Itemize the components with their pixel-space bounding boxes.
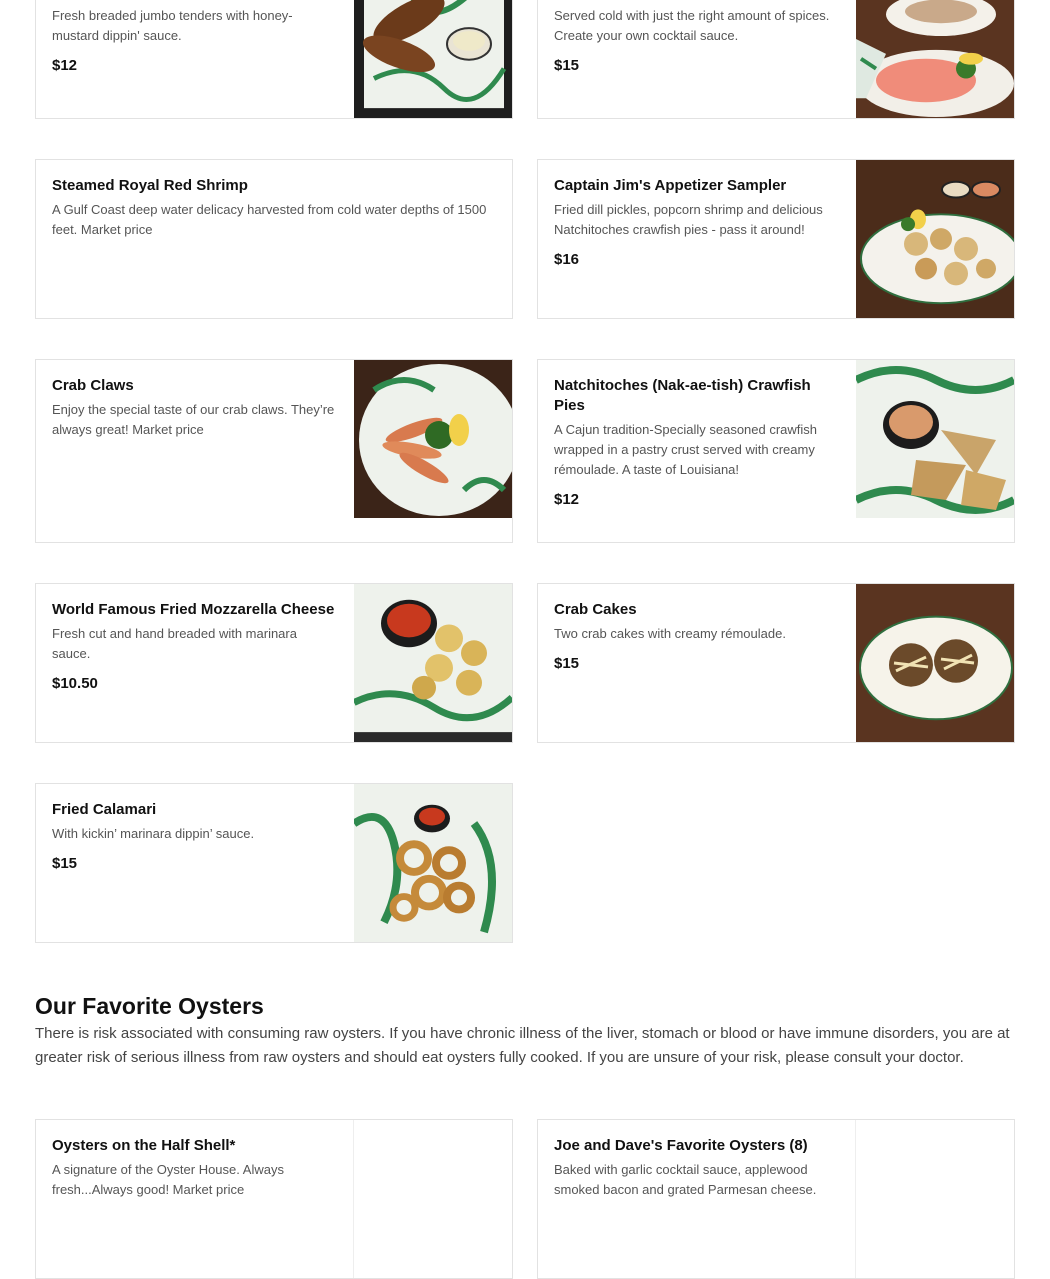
crawfish-pies-photo xyxy=(856,360,1014,518)
appetizer-sampler-photo xyxy=(856,160,1014,318)
item-price: $10.50 xyxy=(52,675,98,692)
item-description: A Cajun tradition-Specially seasoned crawfish wrapped in a pastry crust served with creamy rémoulade. A taste of Louisiana! xyxy=(554,422,818,477)
item-title: Captain Jim's Appetizer Sampler xyxy=(554,177,787,194)
menu-item-card[interactable] xyxy=(537,159,1015,319)
raw-oyster-warning: There is risk associated with consuming raw oysters. If you have chronic illness of the liver, stomach or blood or have immune disorders, you are at greater risk of serious illness from raw oysters and should eat oysters fully cooked. If you are unsure of your risk, please consult your doctor. xyxy=(35,1025,1010,1066)
item-photo-placeholder xyxy=(855,1120,1014,1278)
menu-item-card[interactable] xyxy=(35,583,513,743)
item-description: Fried dill pickles, popcorn shrimp and delicious Natchitoches crawfish pies - pass it around! xyxy=(554,202,823,237)
section-title: Our Favorite Oysters xyxy=(35,993,264,1019)
menu-item-card[interactable] xyxy=(35,359,513,543)
item-title: Crab Cakes xyxy=(554,601,637,618)
item-title: Fried Calamari xyxy=(52,801,157,818)
item-description: Enjoy the special taste of our crab claws. They’re always great! Market price xyxy=(52,402,335,437)
fried-calamari-photo xyxy=(354,784,512,942)
item-description: A Gulf Coast deep water delicacy harvested from cold water depths of 1500 feet. Market price xyxy=(52,202,487,237)
menu-item-card[interactable] xyxy=(537,583,1015,743)
item-title: Joe and Dave's Favorite Oysters (8) xyxy=(554,1137,808,1154)
menu-item-card[interactable] xyxy=(35,0,513,119)
item-price: $15 xyxy=(554,655,580,672)
crab-cakes-photo xyxy=(856,584,1014,742)
item-price: $12 xyxy=(52,57,78,74)
item-price: $12 xyxy=(554,491,580,508)
fried-mozzarella-photo xyxy=(354,584,512,742)
item-description: Two crab cakes with creamy rémoulade. xyxy=(554,626,786,641)
item-description: A signature of the Oyster House. Always fresh...Always good! Market price xyxy=(52,1162,284,1197)
crab-claws-photo xyxy=(354,360,512,518)
menu-item-card[interactable] xyxy=(537,1119,1015,1279)
item-price: $15 xyxy=(52,855,78,872)
item-price: $15 xyxy=(554,57,580,74)
menu-item-card[interactable] xyxy=(537,0,1015,119)
item-description: With kickin’ marinara dippin’ sauce. xyxy=(52,826,255,841)
menu-item-card[interactable] xyxy=(35,783,513,943)
item-description: Served cold with just the right amount of spices. Create your own cocktail sauce. xyxy=(554,8,830,43)
menu-item-card[interactable] xyxy=(537,359,1015,543)
item-description: Fresh cut and hand breaded with marinara sauce. xyxy=(52,626,297,661)
item-description: Baked with garlic cocktail sauce, applewood smoked bacon and grated Parmesan cheese. xyxy=(554,1162,817,1197)
item-title: Natchitoches (Nak-ae-tish) Crawfish Pies xyxy=(554,377,811,414)
item-title: Steamed Royal Red Shrimp xyxy=(52,177,248,194)
item-description: Fresh breaded jumbo tenders with honey-mustard dippin' sauce. xyxy=(52,8,293,43)
fried-tenders-photo xyxy=(354,0,512,118)
menu-item-card[interactable] xyxy=(35,1119,513,1279)
item-title: Oysters on the Half Shell* xyxy=(52,1137,236,1154)
cold-shrimp-platter-photo xyxy=(856,0,1014,118)
menu-item-card[interactable] xyxy=(35,159,513,319)
item-price: $16 xyxy=(554,251,580,268)
item-title: Crab Claws xyxy=(52,377,134,394)
item-photo-placeholder xyxy=(353,1120,512,1278)
item-title: World Famous Fried Mozzarella Cheese xyxy=(52,601,335,618)
